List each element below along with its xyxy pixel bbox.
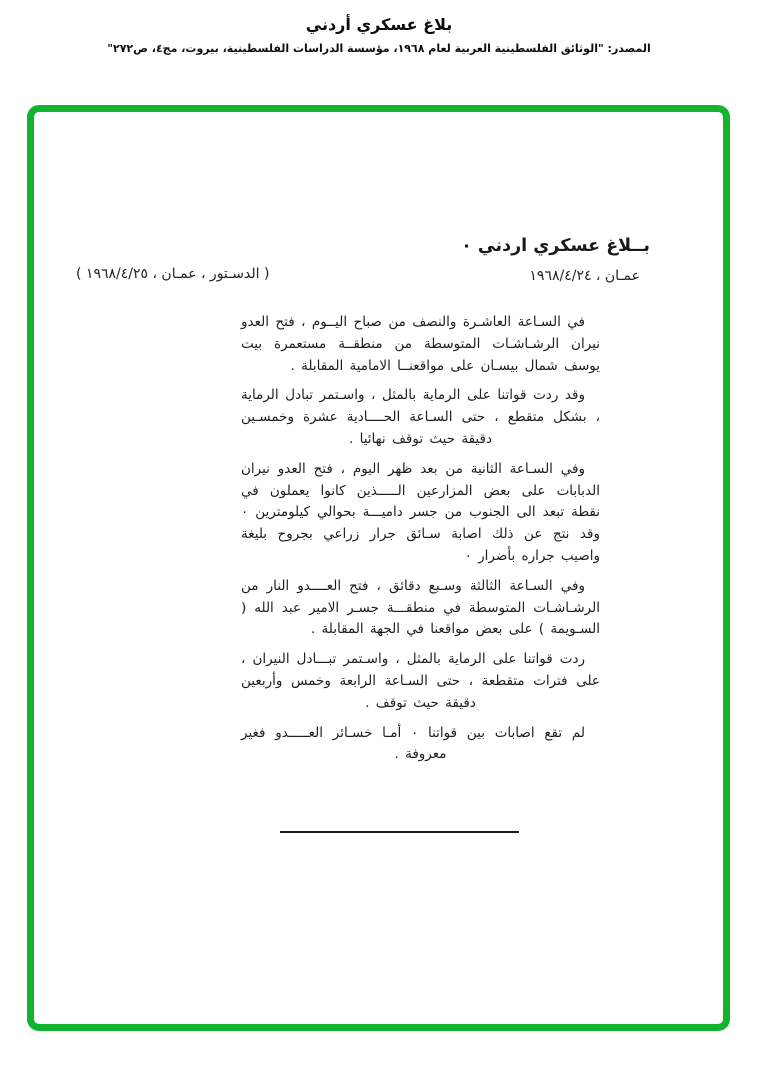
paragraph-3: وفي السـاعة الثانية من بعد ظهر اليوم ، فتح العدو نيران الدبابات على بعض المزارعين الـــــذين كانوا يعملون في نقطة تبعد الى الجنوب من جسر داميـــة بحوالي كيلومترين ٠ وقد نتج عن ذلك اصابة سـائق جرار زراعي بجروح بليغة واصيب جراره بأضرار ٠ — [241, 460, 600, 564]
page-title: بلاغ عسكري أردني — [305, 15, 453, 34]
paragraph-4: وفي السـاعة الثالثة وسـبع دقائق ، فتح العــــدو النار من الرشـاشـات المتوسطة في منطقـــة جسـر الامير عبد الله ( السـويمة ) على بعض مواقعنا في الجهة المقابلة . — [241, 577, 600, 638]
paragraph-1: في السـاعة العاشـرة والنصف من صباح اليــوم ، فتح العدو نيران الرشـاشـات المتوسطة من منطقــة مستعمرة بيت يوسف شمال بيسـان على مواقعنــا الامامية المقابلة . — [241, 314, 600, 374]
page-header — [0, 15, 758, 56]
end-rule — [280, 831, 519, 833]
paragraph-6: لم تقع اصابات بين قواتنا ٠ أمـا خسـائر العـــــدو فغير معروفة . — [241, 724, 585, 763]
communique-title: بــلاغ عسكري اردني ٠ — [461, 236, 650, 256]
document-body — [241, 312, 600, 774]
paragraph-2: وقد ردت قواتنا على الرماية بالمثل ، واسـتمر تبادل الرماية ، بشكل متقطع ، حتى السـاعة الحــــادية عشرة وخمسـين دقيقة حيث توقف نهائيا . — [241, 387, 600, 447]
dateline: عمـان ، ١٩٦٨/٤/٢٤ — [529, 268, 640, 284]
paragraph-5: ردت قواتنا على الرماية بالمثل ، واسـتمر تبـــادل النيران ، على فترات متقطعة ، حتى السـاعة الرابعة وخمس وأربعين دقيقة حيث توقف . — [241, 651, 600, 711]
source-citation: المصدر: "الوثائق الفلسطينية العربية لعام ١٩٦٨، مؤسسة الدراسات الفلسطينية، بيروت، مج٤، ص٢٧٢" — [107, 42, 651, 55]
newspaper-citation: ( الدسـتور ، عمـان ، ١٩٦٨/٤/٢٥ ) — [76, 266, 270, 282]
